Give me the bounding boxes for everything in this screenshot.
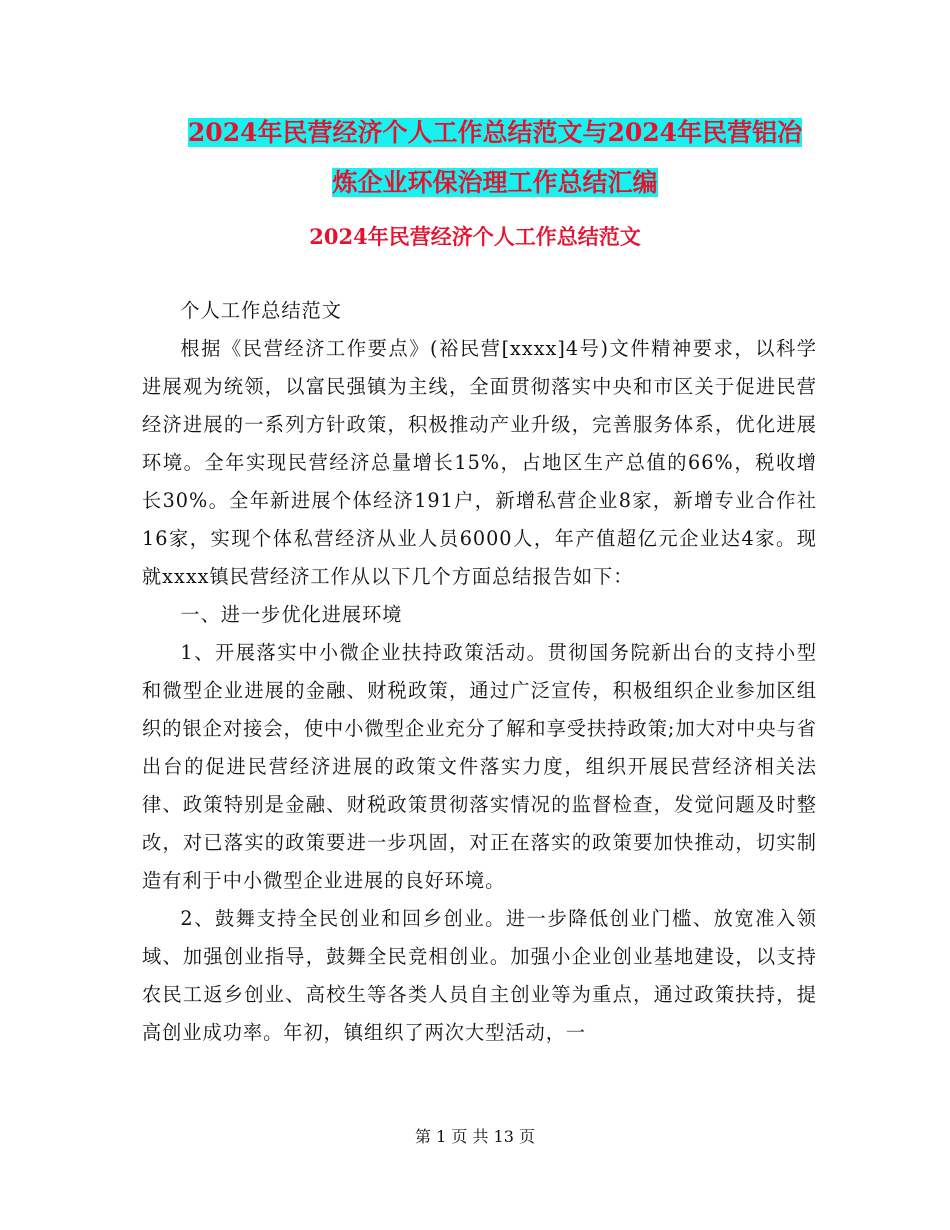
section-title: 2024年民营经济个人工作总结范文 <box>309 224 641 249</box>
page-footer: 第 1 页 共 13 页 <box>415 1127 535 1146</box>
paragraph-item-2: 2、鼓舞支持全民创业和回乡创业。进一步降低创业门槛、放宽准入领域、加强创业指导，鼓舞全民竞相创业。加强小企业创业基地建设，以支持农民工返乡创业、高校生等各类人员自主创业等为重点，通过政策扶持，提高创业成功率。年初，镇组织了两次大型活动，一 <box>142 907 817 1044</box>
document-body <box>142 292 817 1052</box>
document-title <box>140 108 850 208</box>
paragraph-heading-1: 一、进一步优化进展环境 <box>180 603 403 626</box>
paragraph-subtitle: 个人工作总结范文 <box>180 299 342 322</box>
paragraph-item-1: 1、开展落实中小微企业扶持政策活动。贯彻国务院新出台的支持小型和微型企业进展的金融、财税政策，通过广泛宣传，积极组织企业参加区组织的银企对接会，使中小微型企业充分了解和享受扶持政策;加大对中央与省出台的促进民营经济进展的政策文件落实力度，组织开展民营经济相关法律、政策特别是金融、财税政策贯彻落实情况的监督检查，发觉问题及时整改，对已落实的政策要进一步巩固，对正在落实的政策要加快推动，切实制造有利于中小微型企业进展的良好环境。 <box>142 641 817 892</box>
document-title-line-1: 2024年民营经济个人工作总结范文与2024年民营铝冶 <box>187 118 803 147</box>
paragraph-intro: 根据《民营经济工作要点》(裕民营[xxxx]4号)文件精神要求，以科学进展观为统领，以富民强镇为主线，全面贯彻落实中央和市区关于促进民营经济进展的一系列方针政策，积极推动产业升级，完善服务体系，优化进展环境。全年实现民营经济总量增长15%，占地区生产总值的66%，税收增长30%。全年新进展个体经济191户，新增私营企业8家，新增专业合作社16家，实现个体私营经济从业人员6000人，年产值超亿元企业达4家。现就xxxx镇民营经济工作从以下几个方面总结报告如下： <box>142 337 817 588</box>
document-title-line-2: 炼企业环保治理工作总结汇编 <box>332 168 658 197</box>
